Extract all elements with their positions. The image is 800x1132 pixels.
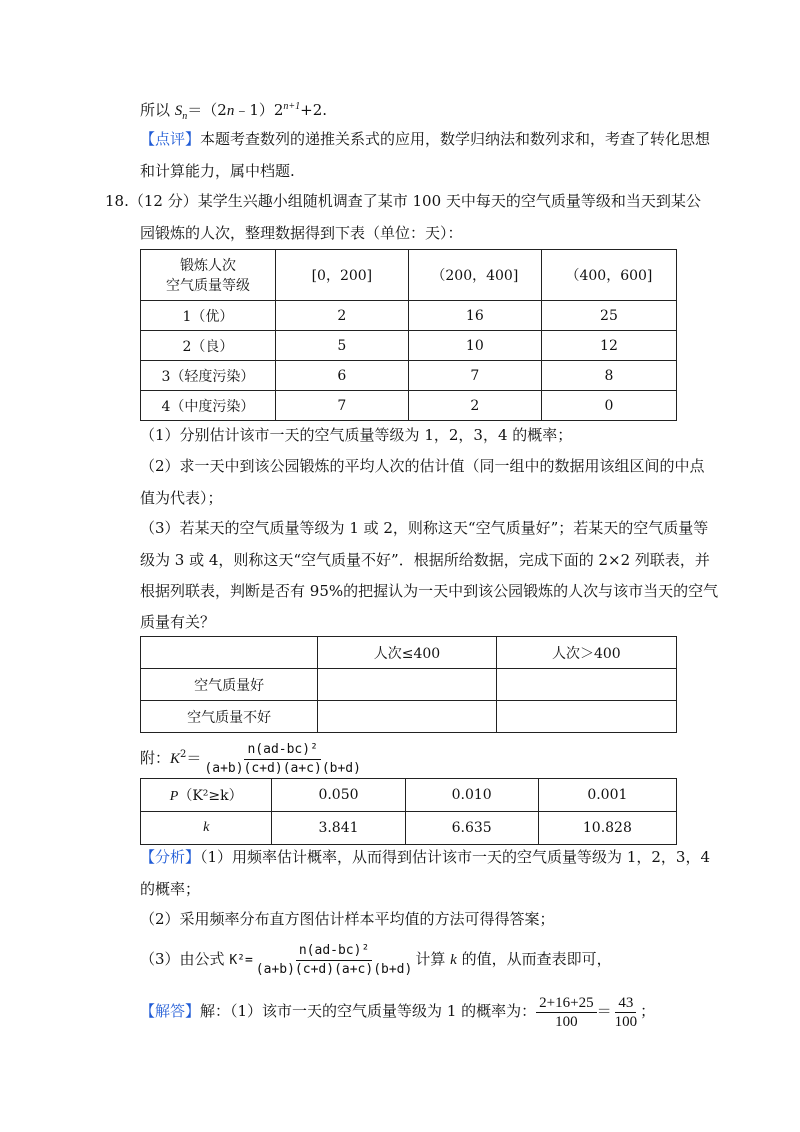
table-cell-empty[interactable] [496, 701, 676, 733]
table-corner-header [141, 250, 276, 301]
col-header-200-400: （200，400] [408, 250, 541, 301]
table-cell: 3.841 [272, 812, 405, 845]
formula-denominator: (a+b)(c+d)(a+c)(b+d) [204, 760, 361, 776]
question-2-line-2: 值为代表）； [140, 489, 223, 507]
comment-line-1 [140, 128, 710, 150]
contingency-corner [141, 637, 318, 669]
table-cell: 0.050 [272, 779, 405, 812]
sn-result-line [140, 96, 327, 128]
sn-prefix: 所以 [140, 101, 175, 119]
formula-fraction [201, 741, 364, 778]
table-cell: 16 [408, 301, 541, 331]
question-1: （1）分别估计该市一天的空气质量等级为 1，2，3，4 的概率； [140, 426, 573, 444]
table-cell: 0.001 [538, 779, 676, 812]
table-header-row [141, 250, 677, 301]
q18-text-1: （12 分）某学生兴趣小组随机调查了某市 100 天中每天的空气质量等级和当天到某公 [128, 192, 701, 210]
header-exercise-count: 锻炼人次 [179, 258, 236, 274]
sn-subscript: n [182, 111, 188, 122]
comment-text-2: 和计算能力，属中档题. [140, 162, 295, 180]
analysis-3-suffix-2: 的值，从而查表即可， [456, 950, 612, 968]
table-cell: 0.010 [405, 779, 538, 812]
formula-eq: ＝ [186, 749, 202, 767]
row-label-good-air: 空气质量好 [141, 669, 318, 701]
answer-line [140, 991, 655, 1031]
analysis-text-2: （2）采用频率分布直方图估计样本平均值的方法可得得答案； [140, 910, 555, 928]
row-label-k: k [141, 812, 272, 845]
table-cell: 6.635 [405, 812, 538, 845]
table-row [141, 779, 677, 812]
analysis-3-suffix-1: 计算 [415, 950, 451, 968]
table-cell: 10.828 [538, 812, 676, 845]
sn-end: +2. [300, 101, 328, 119]
row-label-probability [141, 779, 272, 812]
table-header-row [141, 637, 677, 669]
col-header-400-600: （400，600] [541, 250, 676, 301]
question-3-line-2: 级为 3 或 4，则称这天“空气质量不好”．根据所给数据，完成下面的 2×2 列联表，并 [140, 551, 710, 569]
answer-end: ； [640, 1002, 656, 1020]
table-cell: 8 [541, 361, 676, 391]
analysis-3-numerator: n(ad-bc)² [296, 942, 372, 961]
question-3-line-1: （3）若某天的空气质量等级为 1 或 2，则称这天“空气质量好”；若某天的空气质量等 [140, 519, 709, 537]
comment-tag: 【点评】 [140, 130, 201, 148]
label-k-squared-ge-k: （K²≥k） [178, 788, 243, 804]
comment-text-1: 本题考查数列的递推关系式的应用，数学归纳法和数列求和，考查了转化思想 [200, 130, 711, 148]
table-row [141, 701, 677, 733]
answer-frac1-denominator: 100 [555, 1013, 578, 1030]
table-cell: 10 [408, 331, 541, 361]
table-cell-empty[interactable] [496, 669, 676, 701]
table-row [141, 361, 677, 391]
answer-frac2-numerator: 43 [615, 994, 636, 1013]
table-cell: 2 [275, 301, 408, 331]
analysis-3-fraction [253, 942, 416, 979]
contingency-table [140, 636, 677, 733]
col-header-le-400: 人次≤400 [318, 637, 496, 669]
analysis-text-1b: 的概率； [140, 880, 201, 898]
answer-tag: 【解答】 [140, 1002, 201, 1020]
sn-superscript: n+1 [283, 101, 301, 112]
q18-line-1 [105, 190, 701, 212]
answer-equals: ＝ [596, 1002, 612, 1020]
table-cell: 2 [408, 391, 541, 421]
col-header-0-200: [0，200] [275, 250, 408, 301]
formula-prefix: 附： [140, 749, 171, 767]
label-p: P [169, 789, 179, 804]
question-3-line-3: 根据列联表，判断是否有 95%的把握认为一天中到该公园锻炼的人次与该市当天的空气 [140, 582, 719, 600]
k-squared-formula [140, 737, 364, 778]
table-cell: 6 [275, 361, 408, 391]
analysis-text-1: （1）用频率估计概率，从而得到估计该市一天的空气质量等级为 1，2，3，4 [200, 848, 711, 866]
table-cell: 7 [275, 391, 408, 421]
row-label: 4（中度污染） [141, 391, 276, 421]
formula-k: K [170, 751, 181, 767]
table-row [141, 812, 677, 845]
table-row [141, 669, 677, 701]
table-cell: 25 [541, 301, 676, 331]
table-row [141, 301, 677, 331]
formula-numerator: n(ad-bc)² [244, 741, 320, 760]
table-cell: 12 [541, 331, 676, 361]
header-air-quality-level: 空气质量等级 [165, 278, 250, 294]
analysis-3-k: k [450, 952, 457, 968]
table-row [141, 391, 677, 421]
sn-n: n [226, 103, 235, 119]
q18-text-2: 园锻炼的人次，整理数据得到下表（单位：天）： [140, 224, 463, 242]
table-cell: 5 [275, 331, 408, 361]
answer-frac1-numerator: 2+16+25 [536, 994, 596, 1013]
q18-number: 18. [105, 192, 129, 210]
answer-frac2-denominator: 100 [614, 1013, 638, 1030]
analysis-3-denominator: (a+b)(c+d)(a+c)(b+d) [255, 961, 413, 977]
analysis-3-k-squared: K²= [229, 953, 253, 968]
formula-sup: 2 [180, 749, 187, 760]
analysis-3-prefix: （3）由公式 [140, 950, 230, 968]
critical-values-table [140, 778, 677, 845]
analysis-line-1 [140, 846, 710, 868]
table-cell: 7 [408, 361, 541, 391]
answer-fraction-1 [536, 994, 596, 1031]
sn-rest: ﹣1）2 [234, 101, 284, 119]
row-label-bad-air: 空气质量不好 [141, 701, 318, 733]
row-label: 2（良） [141, 331, 276, 361]
answer-fraction-2 [612, 994, 641, 1031]
exercise-data-table [140, 249, 677, 421]
table-cell: 0 [541, 391, 676, 421]
sn-mid: ＝（2 [187, 101, 227, 119]
analysis-line-3 [140, 941, 612, 979]
answer-text: 解：（1）该市一天的空气质量等级为 1 的概率为： [200, 1002, 537, 1020]
table-row [141, 331, 677, 361]
sn-symbol: S [174, 103, 183, 119]
table-cell-empty[interactable] [318, 669, 496, 701]
row-label: 1（优） [141, 301, 276, 331]
question-3-line-4: 质量有关？ [140, 613, 216, 631]
table-cell-empty[interactable] [318, 701, 496, 733]
analysis-tag: 【分析】 [140, 848, 201, 866]
question-2-line-1: （2）求一天中到该公园锻炼的平均人次的估计值（同一组中的数据用该组区间的中点 [140, 457, 705, 475]
col-header-gt-400: 人次＞400 [496, 637, 676, 669]
row-label: 3（轻度污染） [141, 361, 276, 391]
